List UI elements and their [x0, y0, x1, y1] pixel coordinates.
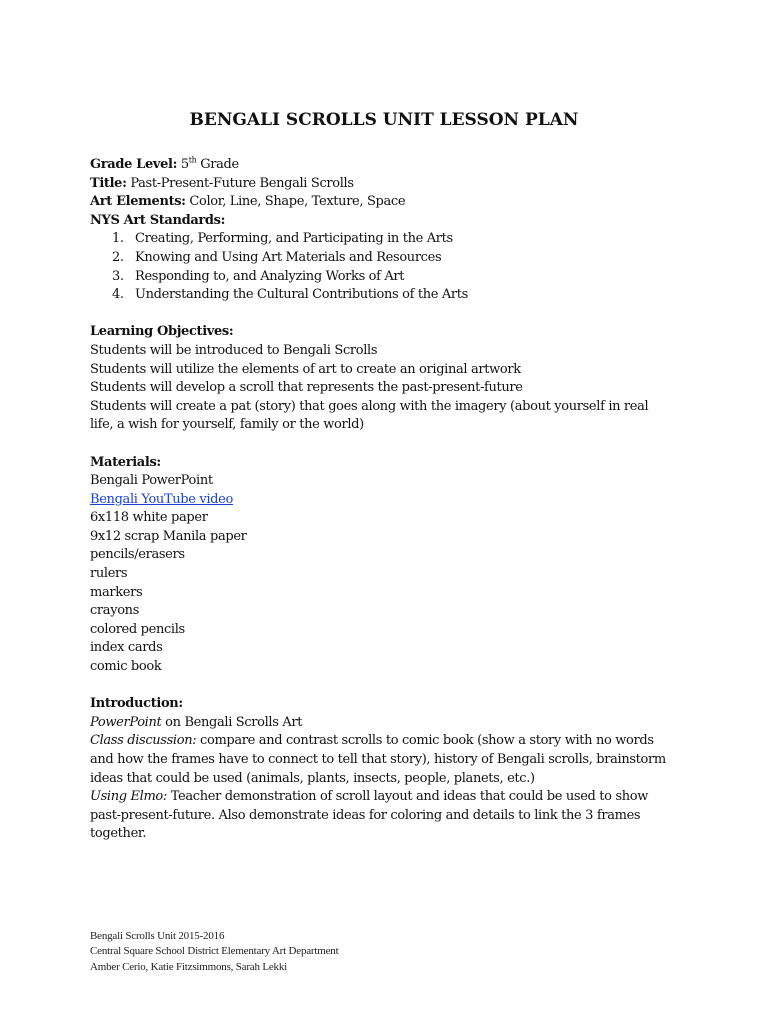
material-item: colored pencils — [90, 621, 185, 637]
standard-text: Creating, Performing, and Participating in the Arts — [135, 231, 453, 247]
page-footer — [90, 929, 338, 975]
art-elements-value: Color, Line, Shape, Texture, Space — [185, 194, 406, 210]
standard-item — [90, 249, 690, 268]
intro-emphasis: Using Elmo: — [90, 789, 167, 805]
footer-line: Bengali Scrolls Unit 2015-2016 — [90, 930, 225, 942]
standard-item — [90, 268, 690, 287]
lesson-content — [90, 156, 690, 844]
materials-heading-text: Materials: — [90, 454, 161, 470]
objective-item: Students will utilize the elements of art to create an original artwork — [90, 361, 521, 377]
materials-heading — [90, 454, 690, 473]
art-elements-label: Art Elements: — [90, 194, 186, 210]
standards-list — [90, 230, 690, 304]
title-label: Title: — [90, 175, 127, 191]
art-elements-line — [90, 193, 690, 212]
intro-paragraph — [90, 788, 680, 844]
footer-line: Central Square School District Elementary Art Department — [90, 945, 339, 958]
standard-text: Knowing and Using Art Materials and Resources — [135, 249, 442, 265]
intro-emphasis: PowerPoint — [90, 714, 162, 730]
standard-text: Responding to, and Analyzing Works of Art — [135, 268, 405, 284]
standard-number: 2. — [112, 249, 124, 265]
objective-item: Students will develop a scroll that represents the past-present-future — [90, 380, 523, 396]
objectives-heading-text: Learning Objectives: — [90, 324, 234, 340]
objectives-heading — [90, 323, 690, 342]
material-item — [90, 491, 690, 510]
material-item: index cards — [90, 640, 163, 656]
grade-level-suffix: Grade — [196, 157, 239, 172]
grade-level-ordinal: th — [188, 155, 197, 165]
title-value: Past-Present-Future Bengali Scrolls — [126, 175, 354, 191]
grade-level-line — [90, 156, 690, 175]
intro-paragraph — [90, 732, 680, 788]
spacer — [90, 677, 690, 696]
intro-emphasis: Class discussion: — [90, 733, 197, 749]
intro-paragraph — [90, 714, 690, 733]
footer-line: Amber Cerio, Katie Fitzsimmons, Sarah Lekki — [90, 960, 288, 973]
material-item: rulers — [90, 566, 128, 582]
standard-number: 1. — [112, 231, 124, 247]
objective-item: Students will be introduced to Bengali Scrolls — [90, 342, 378, 358]
title-line — [90, 175, 690, 194]
intro-text: on Bengali Scrolls Art — [161, 714, 303, 730]
standard-text: Understanding the Cultural Contributions of the Arts — [135, 287, 468, 303]
grade-level-number: 5 — [180, 157, 189, 172]
objective-item: Students will create a pat (story) that goes along with the imagery (about yourself in real life, a wish for yourself, family or the world) — [90, 398, 649, 433]
intro-text: compare and contrast scrolls to comic book (show a story with no words and how the frames have to connect to tell that story), history of Bengali scrolls, brainstorm ideas that could be used (animals, plants, insects, people, planets, etc.) — [90, 733, 666, 786]
spacer — [90, 305, 690, 324]
standard-number: 3. — [112, 268, 124, 284]
youtube-video-link[interactable]: Bengali YouTube video — [90, 491, 233, 507]
standard-number: 4. — [112, 287, 124, 303]
introduction-heading — [90, 695, 690, 714]
spacer — [90, 435, 690, 454]
material-item: crayons — [90, 603, 140, 619]
standards-label: NYS Art Standards: — [90, 212, 226, 228]
material-item: 6x118 white paper — [90, 510, 208, 526]
material-item: pencils/erasers — [90, 547, 185, 563]
page-title: BENGALI SCROLLS UNIT LESSON PLAN — [189, 110, 579, 130]
standards-heading — [90, 212, 690, 231]
material-item: Bengali PowerPoint — [90, 473, 213, 489]
grade-level-label: Grade Level: — [90, 157, 178, 172]
material-item: comic book — [90, 659, 162, 675]
standard-item — [90, 286, 690, 305]
introduction-heading-text: Introduction: — [90, 696, 183, 712]
standard-item — [90, 230, 690, 249]
intro-text: Teacher demonstration of scroll layout and ideas that could be used to show past-present-future. Also demonstrate ideas for coloring and details to link the 3 frames together. — [90, 789, 649, 842]
material-item: markers — [90, 584, 143, 600]
material-item: 9x12 scrap Manila paper — [90, 528, 247, 544]
